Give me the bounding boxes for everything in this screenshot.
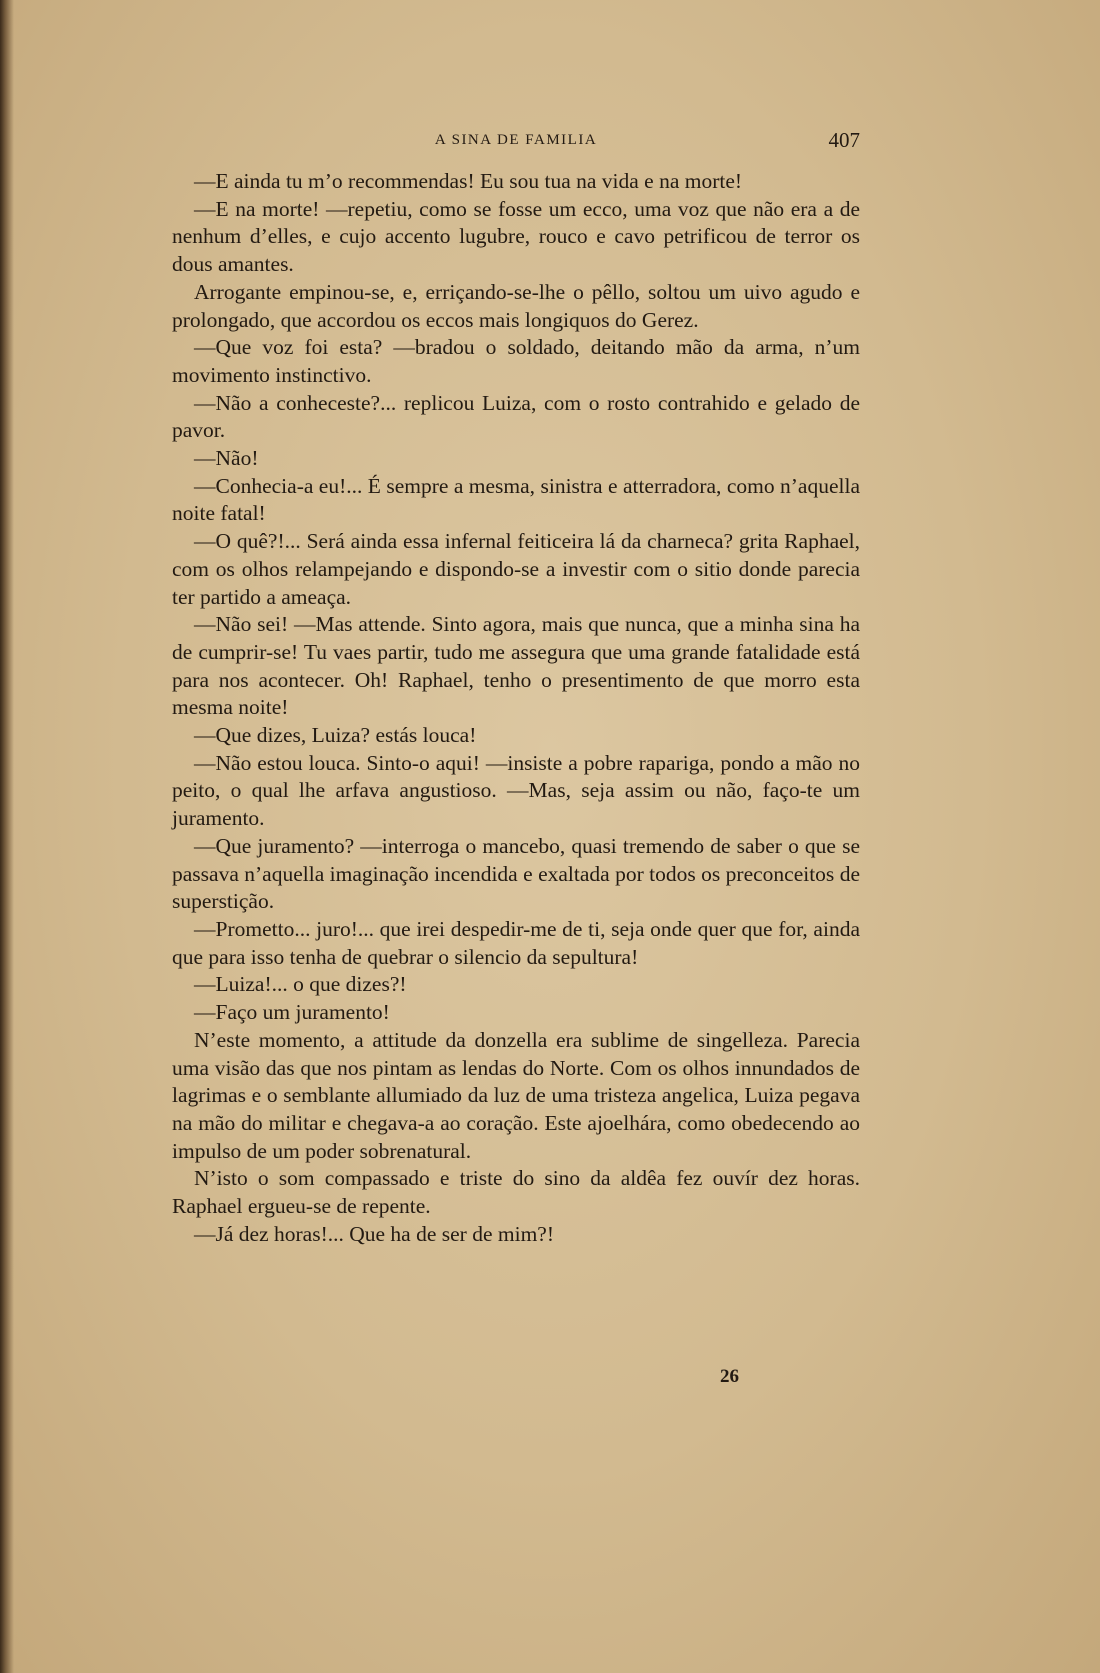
paragraph-16: N’este momento, a attitude da donzella era sublime de singelleza. Parecia uma visão das que nos pintam as lendas do Norte. Com os olhos innundados de lagrimas e o semblante allumiado da luz de uma tristeza angelica, Luiza pegava na mão do militar e chegava-a ao coração. Este ajoelhára, como obedecendo ao impulso de um poder sobrenatural.: [172, 1027, 860, 1163]
paragraph-10: —Que dizes, Luiza? estás louca!: [194, 723, 477, 748]
paragraph-7: —Conhecia-a eu!... É sempre a mesma, sinistra e atterradora, como n’aquella noite fatal!: [172, 473, 860, 526]
paragraph-12: —Que juramento? —interroga o mancebo, quasi tremendo de saber o que se passava n’aquella imaginação incendida e exaltada por todos os preconceitos de superstição.: [172, 833, 860, 914]
paragraph-5: —Não a conheceste?... replicou Luiza, com o rosto contrahido e gelado de pavor.: [172, 390, 860, 443]
paragraph-2: —E na morte! —repetiu, como se fosse um ecco, uma voz que não era a de nenhum d’elles, e cujo accento lugubre, rouco e cavo petrificou de terror os dous amantes.: [172, 196, 860, 277]
paragraph-3: Arrogante empinou-se, e, erriçando-se-lhe o pêllo, soltou um uivo agudo e prolongado, que accordou os eccos mais longiquos do Gerez.: [172, 279, 860, 332]
body-text: [172, 168, 860, 1248]
running-title: A SINA DE FAMILIA: [434, 132, 598, 148]
paragraph-9: —Não sei! —Mas attende. Sinto agora, mais que nunca, que a minha sina ha de cumprir-se! Tu vaes partir, tudo me assegura que uma grande fatalidade está para nos acontecer. Oh! Raphael, tenho o presentimento de que morro esta mesma noite!: [172, 612, 860, 720]
paragraph-15: —Faço um juramento!: [194, 1000, 390, 1025]
signature-mark: 26: [720, 1366, 739, 1387]
page-header: [172, 128, 860, 158]
page-number: 407: [828, 128, 860, 152]
paragraph-13: —Prometto... juro!... que irei despedir-me de ti, seja onde quer que for, ainda que para isso tenha de quebrar o silencio da sepultura!: [172, 916, 860, 969]
paragraph-14: —Luiza!... o que dizes?!: [194, 972, 407, 997]
paragraph-18: —Já dez horas!... Que ha de ser de mim?!: [194, 1221, 554, 1246]
paragraph-8: —O quê?!... Será ainda essa infernal feiticeira lá da charneca? grita Raphael, com os olhos relampejando e dispondo-se a investir com o sitio donde parecia ter partido a ameaça.: [172, 529, 860, 609]
paragraph-4: —Que voz foi esta? —bradou o soldado, deitando mão da arma, n’um movimento instinctivo.: [172, 335, 860, 387]
paragraph-17: N’isto o som compassado e triste do sino da aldêa fez ouvír dez horas. Raphael ergueu-se de repente.: [172, 1166, 860, 1219]
paragraph-1: —E ainda tu m’o recommendas! Eu sou tua na vida e na morte!: [194, 169, 743, 193]
paragraph-6: —Não!: [194, 446, 259, 471]
paragraph-11: —Não estou louca. Sinto-o aqui! —insiste a pobre rapariga, pondo a mão no peito, o qual lhe arfava angustioso. —Mas, seja assim ou não, faço-te um juramento.: [172, 750, 860, 831]
spine-shadow: [0, 0, 14, 1673]
